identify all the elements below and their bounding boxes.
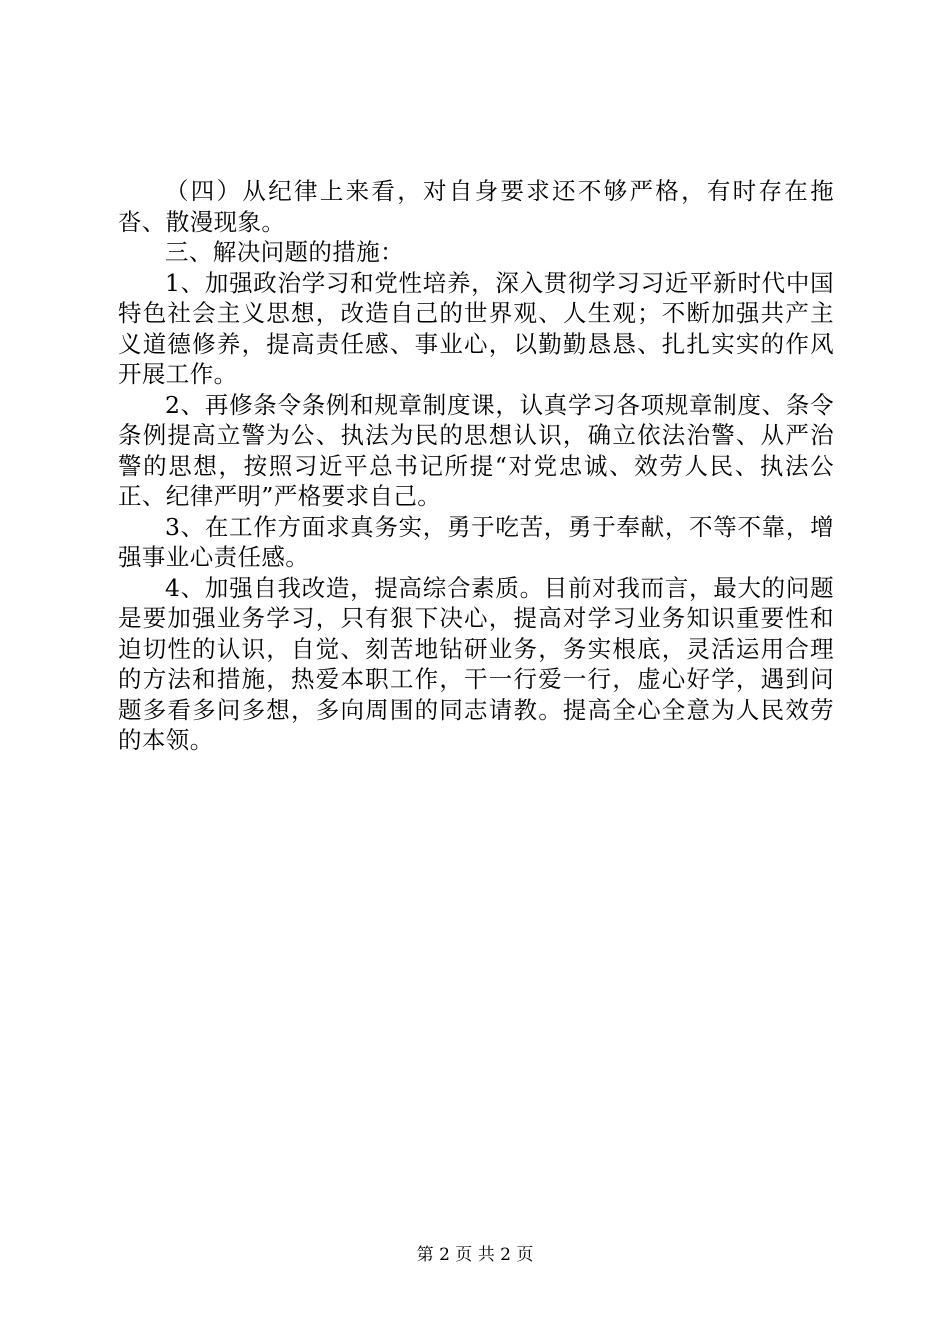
paragraph-measure-2: 2、再修条令条例和规章制度课，认真学习各项规章制度、条令条例提高立警为公、执法为民的思想认识，确立依法治警、从严治警的思想，按照习近平总书记所提“对党忠诚、效劳人民、执法公正、纪律严明”严格要求自己。 [118, 390, 834, 510]
paragraph-discipline-issue: （四）从纪律上来看，对自身要求还不够严格，有时存在拖沓、散漫现象。 [118, 177, 834, 236]
paragraph-measure-1: 1、加强政治学习和党性培养，深入贯彻学习习近平新时代中国特色社会主义思想，改造自己的世界观、人生观；不断加强共产主义道德修养，提高责任感、事业心，以勤勤恳恳、扎扎实实的作风开展工作。 [118, 268, 834, 388]
page-number-footer: 第 2 页 共 2 页 [416, 1245, 534, 1265]
section-heading-measures: 三、解决问题的措施： [165, 238, 404, 266]
paragraph-measure-3: 3、在工作方面求真务实，勇于吃苦，勇于奉献，不等不靠，增强事业心责任感。 [118, 512, 834, 571]
paragraph-measure-4: 4、加强自我改造，提高综合素质。目前对我而言，最大的问题是要加强业务学习，只有狠下决心，提高对学习业务知识重要性和迫切性的认识，自觉、刻苦地钻研业务，务实根底，灵活运用合理的方法和措施，热爱本职工作，干一行爱一行，虚心好学，遇到问题多看多问多想，多向周围的同志请教。提高全心全意为人民效劳的本领。 [118, 573, 834, 754]
document-body [118, 176, 834, 756]
